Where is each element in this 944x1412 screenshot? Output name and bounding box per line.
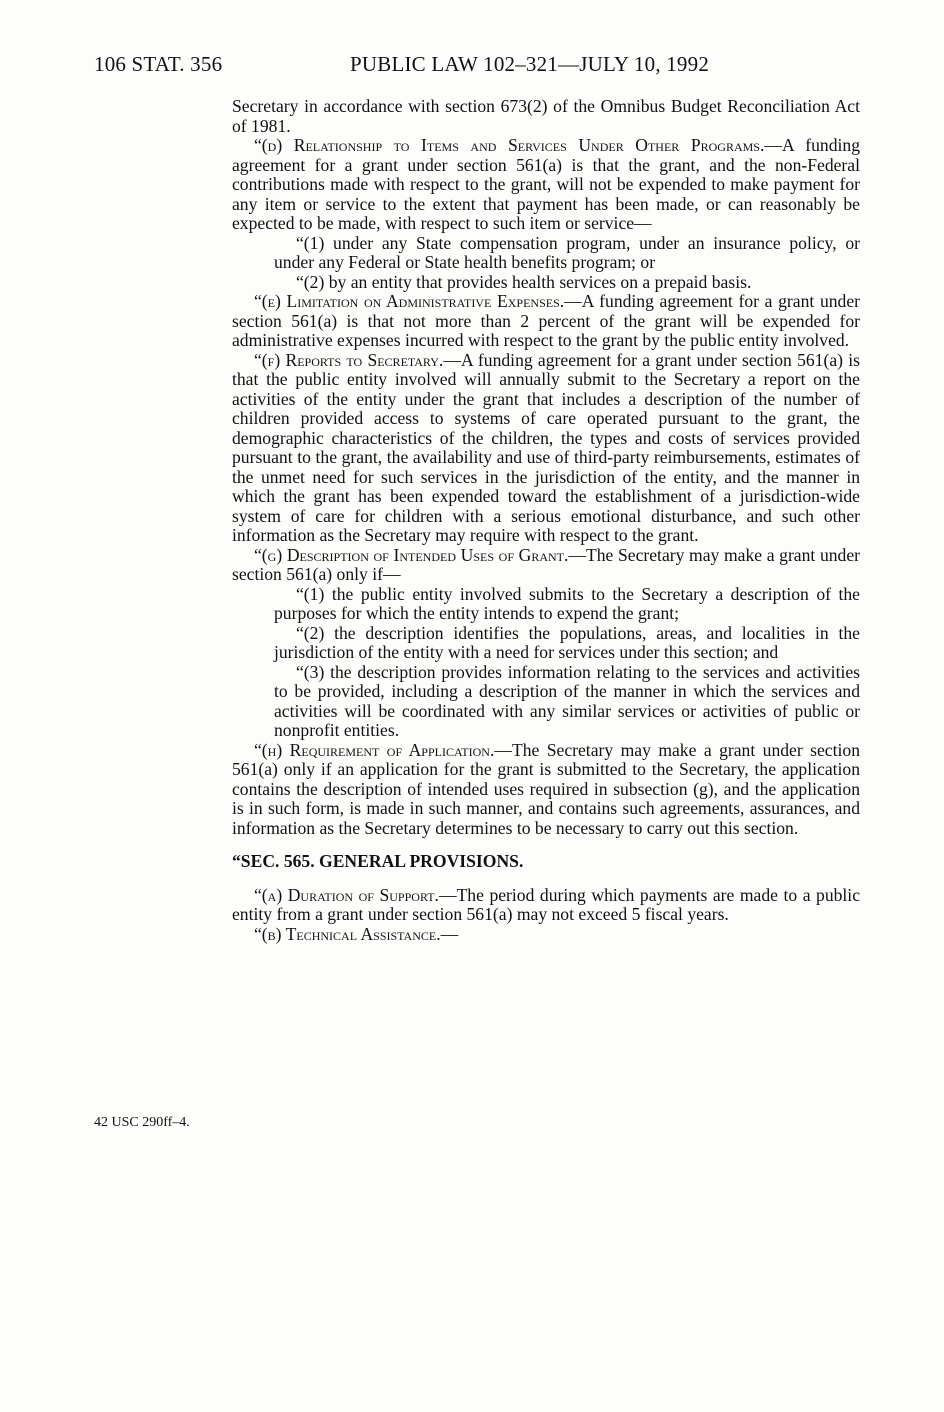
subsection-heading: “(d) Relationship to Items and Services Under Other Programs. (254, 135, 765, 155)
paragraph-continuation: Secretary in accordance with section 673(2) of the Omnibus Budget Reconciliation Act of 1981. (232, 96, 860, 136)
list-item: “(2) the description identifies the populations, areas, and localities in the jurisdiction of the entity with a need for services under this section; and (274, 622, 860, 662)
section-heading: “SEC. 565. GENERAL PROVISIONS. (232, 851, 524, 871)
subsection-text: —The period during which payments are made to a public entity from a grant under section 561(a) may not exceed 5 fiscal years. (232, 884, 861, 924)
subsection-heading: “(g) Description of Intended Uses of Grant. (254, 544, 569, 565)
subsection-text: — (440, 923, 459, 944)
subsection-b (232, 925, 860, 945)
subsection-heading: “(b) Technical Assistance. (254, 923, 441, 944)
subsection-g (232, 546, 860, 585)
subsection-e (232, 292, 860, 351)
subsection-text: —A funding agreement for a grant under section 561(a) is that not more than 2 percent of the grant will be expended for administrative expenses incurred with respect to the grant by the public entity involved. (232, 291, 860, 350)
subsection-d (232, 136, 860, 234)
stat-page-number: 106 STAT. 356 (94, 52, 223, 76)
subsection-text: —A funding agreement for a grant under section 561(a) is that the grant, and the non-Federal contributions made with respect to the grant, will not be expended to make payment for any item or service to the extent that payment has been made, or can reasonably be expected to be made, with respect to such item or service— (232, 135, 860, 233)
subsection-a (232, 886, 860, 925)
running-title: PUBLIC LAW 102–321—JULY 10, 1992 (350, 52, 710, 76)
subsection-text: —A funding agreement for a grant under section 561(a) is that the public entity involved will annually submit to the Secretary a report on the activities of the entity under the grant that includes a description of the number of children provided access to systems of care operated pursuant to the grant, the demographic characteristics of the children, the types and costs of services provided pursuant to the grant, the availability and use of third-party reimbursements, estimates of the unmet need for such services in the jurisdiction of the entity, and the manner in which the grant has been expended toward the establishment of a jurisdiction-wide system of care for children with a serious emotional disturbance, and such other information as the Secretary may require with respect to the grant. (232, 349, 860, 545)
subsection-heading: “(f) Reports to Secretary. (254, 349, 444, 370)
list-item: “(3) the description provides information relating to the services and activities to be provided, including a description of the manner in which the services and activities will be coordinated with any similar services or activities of public or nonprofit entities. (274, 661, 860, 740)
subsection-h (232, 741, 860, 839)
subsection-heading: “(e) Limitation on Administrative Expenses. (254, 291, 565, 311)
list-item: “(1) the public entity involved submits to the Secretary a description of the purposes for which the entity intends to expend the grant; (274, 583, 860, 623)
list-item: “(2) by an entity that provides health services on a prepaid basis. (296, 271, 752, 292)
page-header (94, 52, 874, 82)
list-item: “(1) under any State compensation program, under an insurance policy, or under any Federal or State health benefits program; or (274, 232, 860, 272)
subsection-heading: “(h) Requirement of Application. (254, 739, 495, 760)
subsection-heading: “(a) Duration of Support. (254, 884, 439, 905)
subsection-text: —The Secretary may make a grant under section 561(a) only if— (232, 544, 860, 584)
margin-citation: 42 USC 290ff–4. (94, 1115, 190, 1130)
subsection-f (232, 351, 860, 546)
document-body (232, 97, 860, 944)
subsection-text: —The Secretary may make a grant under section 561(a) only if an application for the grant is submitted to the Secretary, the application contains the description of intended uses required in subsection (g), and the application is in such form, is made in such manner, and contains such agreements, assurances, and information as the Secretary determines to be necessary to carry out this section. (232, 739, 860, 838)
